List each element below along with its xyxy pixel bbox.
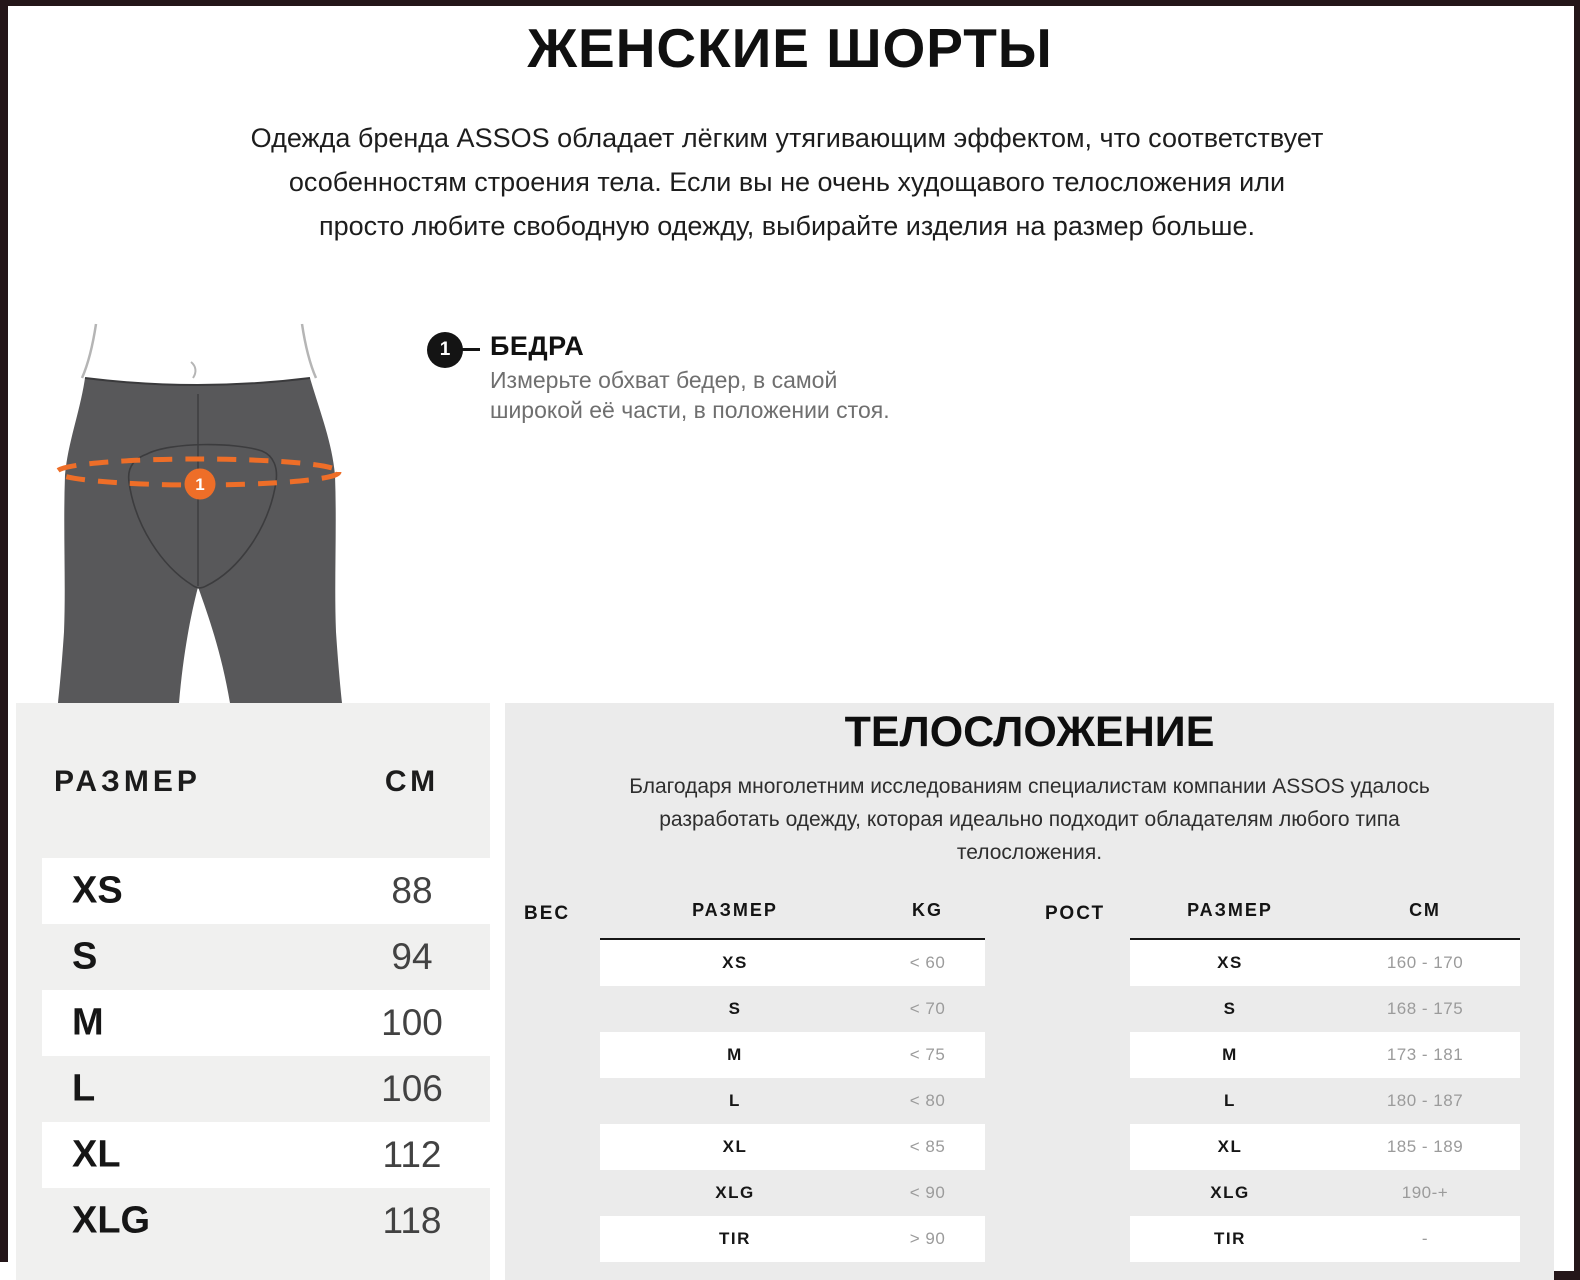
table-row [600, 1216, 985, 1262]
height-table-header [1130, 900, 1520, 938]
size-value: 168 - 175 [1386, 999, 1464, 1018]
size-value: < 75 [909, 1045, 946, 1064]
table-row [1130, 1032, 1520, 1078]
intro-line: просто любите свободную одежду, выбирайте изделия на размер больше. [319, 211, 1255, 241]
table-row [42, 924, 490, 990]
shorts-shape [58, 378, 342, 703]
physique-desc-line: Благодаря многолетним исследованиям специалистам компании ASSOS удалось [629, 775, 1430, 798]
physique-desc-line: разработать одежду, которая идеально подходит обладателям любого типа [659, 808, 1400, 831]
weight-table-label: ВЕС [524, 903, 571, 924]
size-label: XS [72, 869, 123, 912]
size-value: 112 [382, 1134, 442, 1175]
measure-badge-1: 1 [427, 332, 463, 368]
size-label: XL [722, 1137, 748, 1156]
intro-line: Одежда бренда ASSOS обладает лёгким утягивающим эффектом, что соответствует [250, 123, 1324, 153]
height-table [1130, 900, 1520, 1262]
size-label: M [1222, 1045, 1238, 1064]
size-value: 118 [382, 1200, 442, 1241]
size-value: 100 [381, 1002, 443, 1043]
size-value: < 90 [909, 1183, 946, 1202]
size-value: < 85 [909, 1137, 946, 1156]
size-label: XL [72, 1133, 121, 1176]
table-row [1130, 1216, 1520, 1262]
table-row [600, 1078, 985, 1124]
size-label: TIR [1214, 1229, 1246, 1248]
table-row [1130, 940, 1520, 986]
size-rows [16, 858, 490, 1254]
table-row [42, 1056, 490, 1122]
table-row [1130, 1124, 1520, 1170]
table-row [600, 1124, 985, 1170]
column-header-cm: СМ [384, 765, 440, 798]
callout-desc-line: широкой её части, в положении стоя. [490, 397, 890, 423]
page-title: ЖЕНСКИЕ ШОРТЫ [527, 17, 1053, 79]
size-value: < 70 [909, 999, 946, 1018]
size-value: < 60 [909, 953, 946, 972]
size-label: XLG [72, 1199, 151, 1242]
frame-right [1574, 0, 1580, 1280]
size-label: L [729, 1091, 741, 1110]
svg-text:1: 1 [195, 475, 205, 494]
callout-title: БЕДРА [490, 331, 585, 361]
frame-left [0, 0, 8, 1262]
column-header-cm: СМ [1409, 900, 1441, 920]
table-row [42, 990, 490, 1056]
torso-outline [82, 324, 316, 378]
size-label: S [728, 999, 742, 1018]
physique-title: ТЕЛОСЛОЖЕНИЕ [844, 708, 1215, 756]
size-value: 190-+ [1401, 1183, 1449, 1202]
size-label: TIR [719, 1229, 751, 1248]
size-label: M [727, 1045, 743, 1064]
callout-description [490, 365, 890, 425]
size-label: S [1223, 999, 1237, 1018]
size-value: < 80 [909, 1091, 946, 1110]
size-label: S [72, 935, 98, 978]
hip-size-table [16, 703, 490, 1280]
table-row [600, 1032, 985, 1078]
intro-line: особенностям строения тела. Если вы не очень худощавого телосложения или [288, 167, 1286, 197]
column-header-size: РАЗМЕР [692, 900, 778, 920]
size-value: 106 [381, 1068, 443, 1109]
column-header-size: РАЗМЕР [54, 765, 201, 798]
column-header-kg: KG [912, 900, 943, 920]
weight-table-header [600, 900, 985, 938]
size-label: XS [1217, 953, 1243, 972]
table-row [600, 1170, 985, 1216]
table-row [1130, 986, 1520, 1032]
size-label: XL [1217, 1137, 1243, 1156]
table-row [1130, 1078, 1520, 1124]
intro-text [90, 116, 1484, 248]
size-value: 185 - 189 [1386, 1137, 1464, 1156]
size-label: L [1224, 1091, 1236, 1110]
physique-section [505, 703, 1554, 1280]
size-value: 173 - 181 [1386, 1045, 1464, 1064]
physique-desc-line: телосложения. [956, 841, 1103, 864]
badge-connector-line [462, 348, 480, 351]
callout-desc-line: Измерьте обхват бедер, в самой [490, 367, 838, 393]
table-row [600, 986, 985, 1032]
table-row [1130, 1170, 1520, 1216]
weight-table [600, 900, 985, 1262]
size-label: XLG [715, 1183, 755, 1202]
size-value: - [1421, 1229, 1429, 1248]
column-header-size: РАЗМЕР [1187, 900, 1273, 920]
size-value: 160 - 170 [1386, 953, 1464, 972]
height-table-label: РОСТ [1045, 903, 1106, 924]
table-row [600, 940, 985, 986]
table-row [42, 1188, 490, 1254]
size-label: M [72, 1001, 104, 1044]
shorts-illustration [50, 320, 350, 703]
size-value: > 90 [909, 1229, 946, 1248]
table-row [42, 1122, 490, 1188]
table-row [42, 858, 490, 924]
frame-top [0, 0, 1580, 6]
measure-point-1 [185, 469, 216, 500]
size-label: XS [722, 953, 748, 972]
size-label: L [72, 1067, 96, 1110]
size-value: 88 [391, 870, 433, 911]
size-value: 94 [391, 936, 433, 977]
size-label: XLG [1210, 1183, 1250, 1202]
size-value: 180 - 187 [1386, 1091, 1464, 1110]
physique-description [575, 770, 1484, 869]
